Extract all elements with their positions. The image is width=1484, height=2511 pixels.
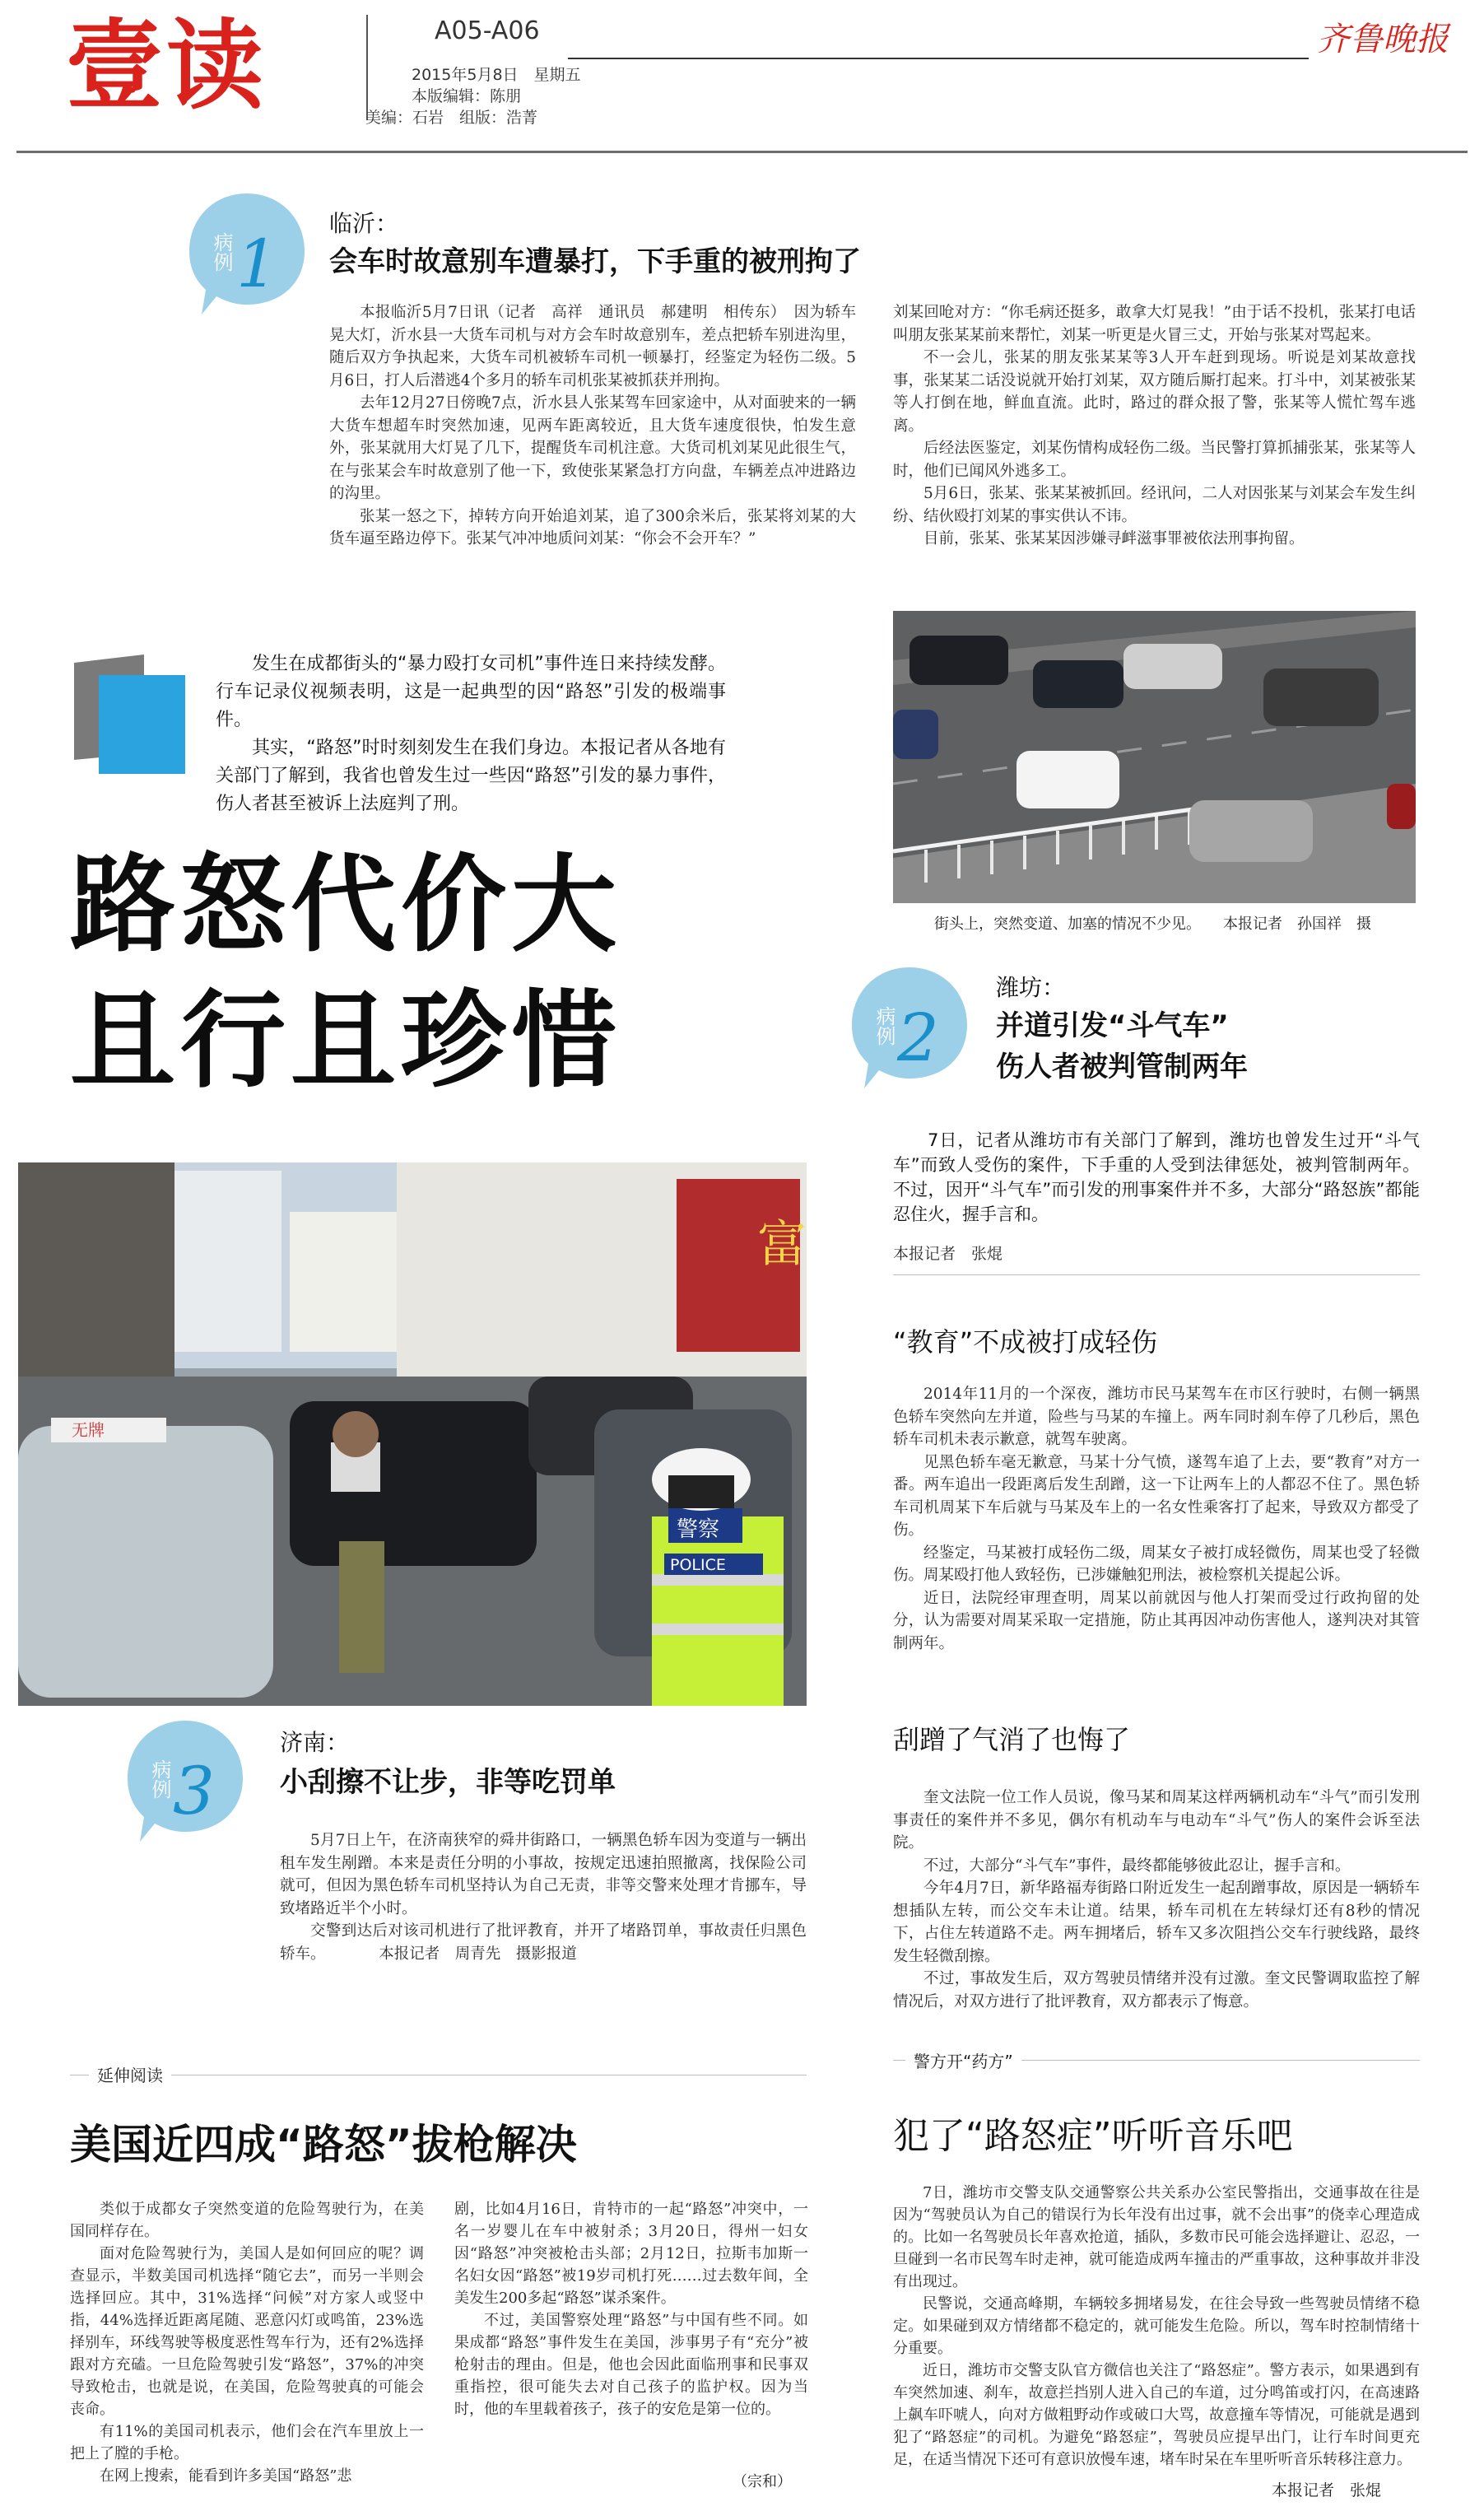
taxi-plate-text: 无牌 bbox=[72, 1420, 105, 1440]
case2-lead-paragraph: 7日，记者从潍坊市有关部门了解到，潍坊也曾发生过开“斗气车”而致人受伤的案件，下手重的人受到法律惩处，被判管制两年。不过，因开“斗气车”而引发的刑事案件并不多，大部分“路怒族”都能忍住火，握手言和。 bbox=[893, 1130, 1420, 1224]
paragraph: 在网上搜索，能看到许多美国“路怒”悲 bbox=[100, 2467, 352, 2485]
paragraph: 本报临沂5月7日讯（记者 高祥 通讯员 郝建明 相传东） 因为轿车晃大灯，沂水县一大货车司机与对方会车时故意别车，差点把轿车别进沟里，随后双方争执起来，大货车司机被轿车司机一顿暴打，经鉴定为轻伤二级。5月6日，打人后潜逃4个多月的轿车司机张某被抓获并刑拘。 bbox=[329, 304, 856, 389]
paragraph: 剧，比如4月16日，肯特市的一起“路怒”冲突中，一名一岁婴儿在车中被射杀；3月20日，得州一妇女因“路怒”冲突被枪击头部；2月12日，拉斯韦加斯一名妇女因“路怒”被19岁司机打死……过去数年间，全美发生200多起“路怒”谋杀案件。 bbox=[454, 2201, 808, 2307]
police-photo bbox=[18, 1162, 807, 1706]
music-body bbox=[893, 2182, 1420, 2471]
paragraph: 民警说，交通高峰期，车辆较多拥堵易发，在往会导致一些驾驶员情绪不稳定。如果碰到双方情绪都不稳定的，就可能发生危险。所以，驾车时控制情绪十分重要。 bbox=[893, 2295, 1420, 2357]
case3-headline: 小刮擦不让步，非等吃罚单 bbox=[280, 1766, 616, 1799]
paragraph: 不过，事故发生后，双方驾驶员情绪并没有过激。奎文民警调取监控了解情况后，对双方进行了批评教育，双方都表示了悔意。 bbox=[893, 1970, 1420, 2010]
paragraph: 见黑色轿车毫无歉意，马某十分气愤，遂驾车追了上去，要“教育”对方一番。两车追出一段距离后发生刮蹭，这一下让两车上的人都忍不住了。黑色轿车司机周某下车后就与马某及车上的一名女性乘客打了起来，导致双方都受了伤。 bbox=[893, 1453, 1420, 1539]
case-label: 病例 bbox=[148, 1759, 171, 1799]
case-number: 2 bbox=[897, 999, 939, 1076]
intro-paragraph: 发生在成都街头的“暴力殴打女司机”事件连日来持续发酵。行车记录仪视频表明，这是一起典型的因“路怒”引发的极端事件。 bbox=[216, 654, 726, 730]
music-tag: 警方开“药方” bbox=[905, 2048, 1021, 2072]
case2-badge bbox=[848, 963, 953, 1087]
case1-location: 临沂： bbox=[329, 210, 399, 237]
art-layout-credit: 美编：石岩 组版：浩菁 bbox=[365, 109, 538, 127]
paragraph: 5月6日，张某、张某某被抓回。经讯问，二人对因张某与刘某会车发生纠纷、结伙殴打刘某的事实供认不讳。 bbox=[893, 485, 1416, 525]
paragraph: 类似于成都女子突然变道的危险驾驶行为，在美国同样存在。 bbox=[70, 2201, 424, 2240]
paragraph: 不过，美国警察处理“路怒”与中国有些不同。如果成都“路怒”事件发生在美国，涉事男子有“充分”被枪射击的理由。但是，他也会因此面临刑事和民事双重指控，很可能失去对自己孩子的监护权。因为当时，他的车里载着孩子，孩子的安危是第一位的。 bbox=[454, 2312, 808, 2418]
masthead bbox=[0, 0, 1484, 148]
main-headline-line1: 路怒代价大 bbox=[70, 844, 622, 967]
case2-subhead-2: 刮蹭了气消了也悔了 bbox=[893, 1724, 1131, 1755]
extended-headline: 美国近四成“路怒”拔枪解决 bbox=[70, 2121, 577, 2169]
paragraph: 近日，法院经审理查明，周某以前就因与他人打架而受过行政拘留的处分，认为需要对周某采取一定措施，防止其再因冲动伤害他人，遂判决对其管制两年。 bbox=[893, 1589, 1420, 1652]
extended-col1 bbox=[70, 2198, 424, 2487]
extended-source: （宗和） bbox=[733, 2473, 792, 2490]
case2-sub2-body bbox=[893, 1787, 1420, 2013]
paragraph: 今年4月7日，新华路福寿街路口附近发生一起刮蹭事故，原因是一辆轿车想插队左转，而公交车未让道。结果，轿车司机在左转绿灯还有8秒的情况下，占住左转道路不走。两车拥堵后，轿车又多次阻挡公交车行驶线路，最终发生轻微刮擦。 bbox=[893, 1880, 1420, 1965]
paragraph: 目前，张某、张某某因涉嫌寻衅滋事罪被依法刑事拘留。 bbox=[923, 530, 1305, 547]
intro-paragraph: 其实，“路怒”时时刻刻发生在我们身边。本报记者从各地有关部门了解到，我省也曾发生过一些因“路怒”引发的暴力事件，伤人者甚至被诉上法庭判了刑。 bbox=[216, 738, 726, 814]
paragraph: 经鉴定，马某被打成轻伤二级，周某女子被打成轻微伤，周某也受了轻微伤。周某殴打他人致轻伤，已涉嫌触犯刑法，被检察机关提起公诉。 bbox=[893, 1544, 1420, 1584]
case-label: 病例 bbox=[210, 232, 233, 272]
case-number: 3 bbox=[173, 1753, 215, 1829]
case2-sub1-body bbox=[893, 1383, 1420, 1655]
issue-date: 2015年5月8日 星期五 bbox=[412, 66, 581, 84]
masthead-bottom-rule bbox=[16, 151, 1468, 153]
traffic-photo-caption: 街头上，突然变道、加塞的情况不少见。 本报记者 孙国祥 摄 bbox=[934, 915, 1371, 933]
case2-headline-line2: 伤人者被判管制两年 bbox=[996, 1051, 1248, 1083]
case2-lead bbox=[893, 1128, 1420, 1227]
case2-divider bbox=[893, 1274, 1420, 1275]
case3-badge bbox=[123, 1717, 229, 1840]
case1-col2 bbox=[893, 301, 1416, 551]
extended-col2 bbox=[454, 2198, 808, 2420]
paragraph: 刘某回呛对方：“你毛病还挺多，敢拿大灯晃我！”由于话不投机，张某打电话叫朋友张某某前来帮忙，刘某一听更是火冒三丈，开始与张某对骂起来。 bbox=[893, 304, 1416, 344]
page-editor: 本版编辑：陈朋 bbox=[412, 87, 522, 105]
intro-text bbox=[216, 650, 726, 818]
vest-chinese-text: 警察 bbox=[677, 1517, 720, 1542]
paragraph: 不过，大部分“斗气车”事件，最终都能够彼此忍让，握手言和。 bbox=[923, 1856, 1351, 1875]
masthead-vertical-rule bbox=[366, 15, 368, 120]
music-byline: 本报记者 张焜 bbox=[1272, 2481, 1382, 2499]
paragraph: 近日，潍坊市交警支队官方微信也关注了“路怒症”。警方表示，如果遇到有车突然加速、刹车，故意拦挡别人进入自己的车道，过分鸣笛或打闪，在高速路上飙车吓唬人，向对方做粗野动作或破口大骂，故意撞车等情况，可能就是遇到犯了“路怒症”的司机。为避免“路怒症”，驾驶员应提早出门，让行车时间更充足，在适当情况下还可有意识放慢车速，堵车时呆在车里听听音乐转移注意力。 bbox=[893, 2362, 1420, 2468]
main-headline-line2: 且行且珍惜 bbox=[70, 980, 622, 1102]
case3-location: 济南： bbox=[280, 1729, 350, 1756]
paragraph: 2014年11月的一个深夜，潍坊市民马某驾车在市区行驶时，右侧一辆黑色轿车突然向左并道，险些与马某的车撞上。两车同时刹车停了几秒后，黑色轿车司机未表示歉意，就驾车驶离。 bbox=[893, 1386, 1420, 1448]
paragraph: 7日，潍坊市交警支队交通警察公共关系办公室民警指出，交通事故在往是因为“驾驶员认为自己的错误行为长年没有出过事，就不会出事”的侥幸心理造成的。比如一名驾驶员长年喜欢抢道，插队，多数市民可能会选择避让、忍忍，一旦碰到一名市民驾车时走神，就可能造成两车撞击的严重事故，这种事故并非没有出现过。 bbox=[893, 2184, 1420, 2290]
case2-subhead-1: “教育”不成被打成轻伤 bbox=[893, 1326, 1158, 1358]
masthead-thin-rule bbox=[568, 58, 1309, 59]
case-label: 病例 bbox=[872, 1006, 896, 1046]
paragraph: 有11%的美国司机表示，他们会在汽车里放上一把上了膛的手枪。 bbox=[70, 2423, 424, 2462]
speech-bubble-icon bbox=[185, 189, 309, 321]
case-number: 1 bbox=[236, 226, 278, 302]
speech-bubble-icon bbox=[123, 1717, 247, 1848]
case1-badge bbox=[185, 189, 291, 313]
section-title: 壹读 bbox=[66, 9, 267, 123]
paragraph: 去年12月27日傍晚7点，沂水县人张某驾车回家途中，从对面驶来的一辆大货车想超车时突然加速，见两车距离较近，且大货车速度很快，怕发生意外，张某就用大灯晃了几下，提醒货车司机注意。大货司机刘某见此很生气，在与张某会车时故意别了他一下，致使张某紧急打方向盘，车辆差点冲进路边的沟里。 bbox=[329, 394, 856, 502]
shop-sign-text: 富 bbox=[757, 1216, 807, 1274]
case2-headline-line1: 并道引发“斗气车” bbox=[996, 1009, 1229, 1042]
paragraph: 5月7日上午，在济南狭窄的舜井街路口，一辆黑色轿车因为变道与一辆出租车发生剐蹭。本来是责任分明的小事故，按规定迅速拍照撤离，找保险公司就可，但因为黑色轿车司机坚持认为自己无责，非等交警来处理才肯挪车，导致堵路近半个小时。 bbox=[280, 1832, 807, 1917]
paragraph: 不一会儿，张某的朋友张某某等3人开车赶到现场。听说是刘某故意找事，张某某二话没说就开始打刘某，双方随后厮打起来。打斗中，刘某被张某等人打倒在地，鲜血直流。此时，路过的群众报了警，张某等人慌忙驾车逃离。 bbox=[893, 349, 1416, 435]
paragraph: 交警到达后对该司机进行了批评教育，并开了堵路罚单，事故责任归黑色轿车。 本报记者 周青先 摄影报道 bbox=[280, 1922, 807, 1963]
intro-decoration bbox=[74, 655, 198, 778]
music-headline: 犯了“路怒症”听听音乐吧 bbox=[893, 2115, 1293, 2157]
page-numbers: A05-A06 bbox=[435, 16, 540, 45]
case2-location: 潍坊： bbox=[996, 974, 1066, 1001]
case2-byline: 本报记者 张焜 bbox=[893, 1245, 1003, 1263]
paragraph: 张某一怒之下，掉转方向开始追刘某，追了300余米后，张某将刘某的大货车逼至路边停下。张某气冲冲地质问刘某：“你会不会开车？” bbox=[329, 507, 856, 547]
case1-headline: 会车时故意别车遭暴打，下手重的被刑拘了 bbox=[329, 245, 861, 278]
paragraph: 后经法医鉴定，刘某伤情构成轻伤二级。当民警打算抓捕张某，张某等人时，他们已闻风外逃多工。 bbox=[893, 440, 1416, 480]
paragraph: 面对危险驾驶行为，美国人是如何回应的呢？调查显示，半数美国司机选择“随它去”，而另一半则会选择回应。其中，31%选择“问候”对方家人或竖中指，44%选择近距离尾随、恶意闪灯或鸣笛，23%选择别车，环线驾驶等极度恶性驾车行为，还有2%选择跟对方充磕。一旦危险驾驶引发“路怒”，37%的冲突导致枪击，也就是说，在美国，危险驾驶真的可能会丧命。 bbox=[70, 2245, 424, 2418]
vest-police-text: POLICE bbox=[670, 1556, 726, 1574]
traffic-photo bbox=[893, 611, 1416, 903]
paper-logo: 齐鲁晚报 bbox=[1317, 21, 1449, 58]
case1-col1 bbox=[329, 301, 856, 551]
paragraph: 奎文法院一位工作人员说，像马某和周某这样两辆机动车“斗气”而引发刑事责任的案件并不多见，偶尔有机动车与电动车“斗气”伤人的案件会诉至法院。 bbox=[893, 1789, 1420, 1852]
extended-tag: 延伸阅读 bbox=[89, 2062, 171, 2086]
speech-bubble-icon bbox=[848, 963, 971, 1095]
intro-blocks-icon bbox=[74, 655, 198, 778]
case3-body bbox=[280, 1829, 807, 1965]
